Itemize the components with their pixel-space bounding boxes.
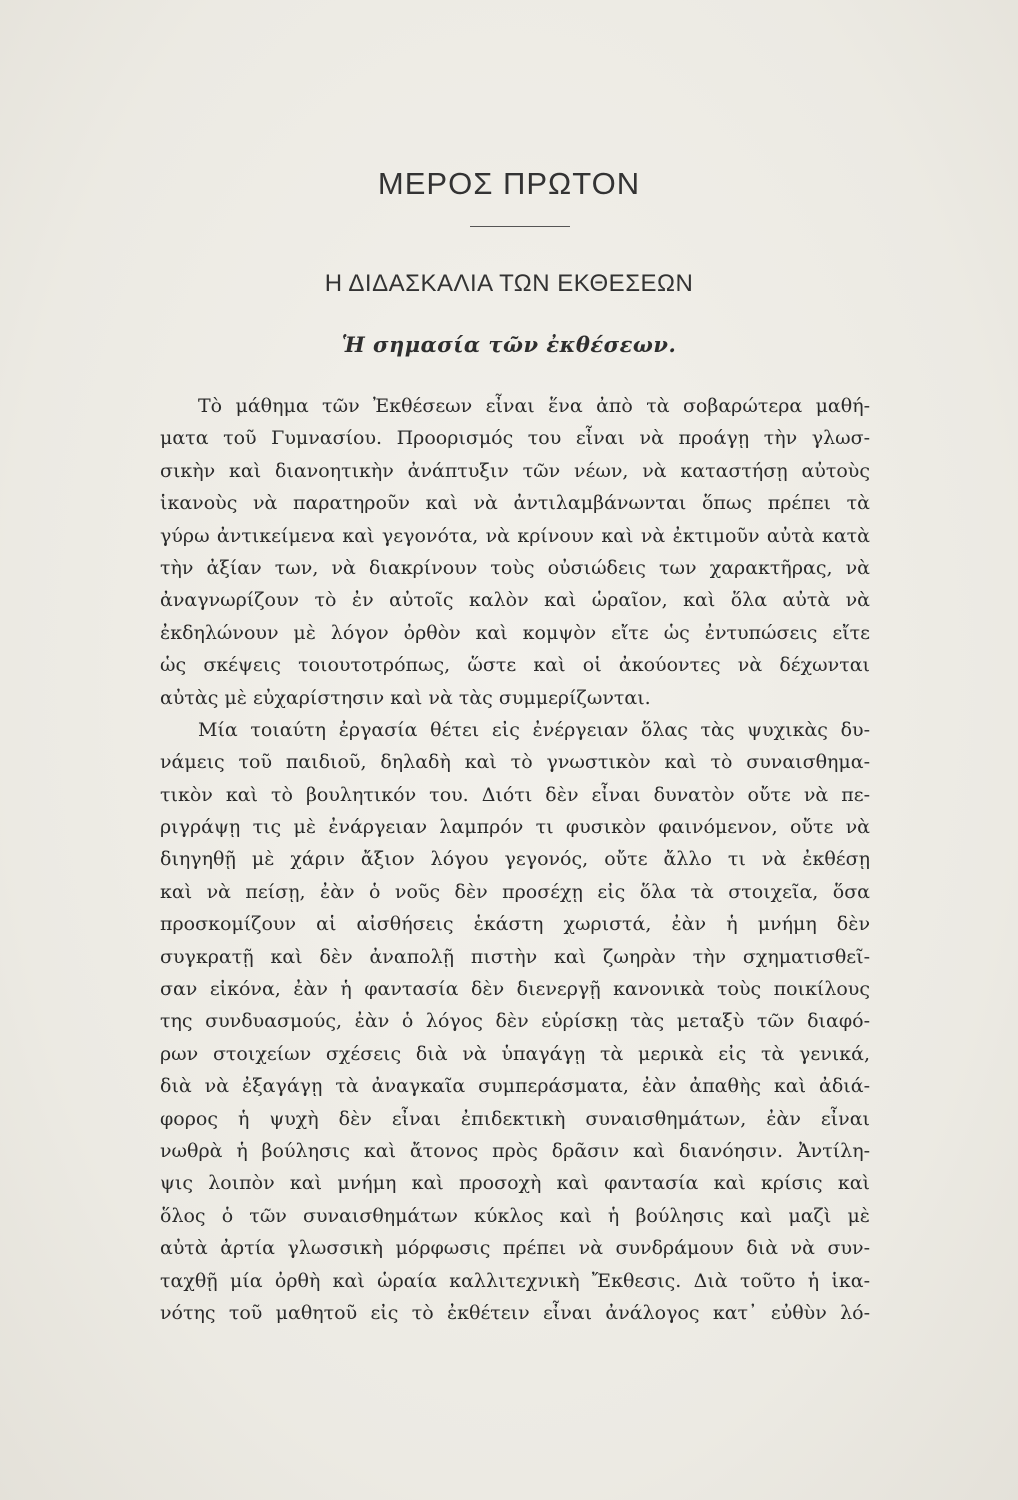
- text-line: αὐτὰ ἀρτία γλωσσικὴ μόρφωσις πρέπει νὰ συνδράμουν διὰ νὰ συν-: [160, 1237, 870, 1260]
- title-rule: [470, 226, 570, 227]
- text-line: αὐτὰς μὲ εὐχαρίστησιν καὶ νὰ τὰς συμμερίζωνται.: [160, 686, 651, 709]
- text-line: ἐκδηλώνουν μὲ λόγον ὀρθὸν καὶ κομψὸν εἴτε ὡς ἐντυπώσεις εἴτε: [160, 621, 870, 644]
- body-text: [160, 390, 870, 1329]
- text-line: ἱκανοὺς νὰ παρατηροῦν καὶ νὰ ἀντιλαμβάνωνται ὅπως πρέπει τὰ: [160, 492, 870, 515]
- text-line: σικὴν καὶ διανοητικὴν ἀνάπτυξιν τῶν νέων, νὰ καταστήσῃ αὐτοὺς: [160, 459, 870, 482]
- text-line: ἀναγνωρίζουν τὸ ἐν αὐτοῖς καλὸν καὶ ὡραῖον, καὶ ὅλα αὐτὰ νὰ: [160, 589, 870, 612]
- text-line: ρων στοιχείων σχέσεις διὰ νὰ ὑπαγάγῃ τὰ μερικὰ εἰς τὰ γενικά,: [160, 1042, 870, 1065]
- text-line: Τὸ μάθημα τῶν Ἐκθέσεων εἶναι ἕνα ἀπὸ τὰ σοβαρώτερα μαθή-: [198, 395, 870, 417]
- text-line: νάμεις τοῦ παιδιοῦ, δηλαδὴ καὶ τὸ γνωστικὸν καὶ τὸ συναισθημα-: [160, 751, 870, 774]
- text-line: νωθρὰ ἡ βούλησις καὶ ἄτονος πρὸς δρᾶσιν καὶ διανόησιν. Ἀντίλη-: [160, 1139, 870, 1162]
- text-line: ριγράψῃ τις μὲ ἐνάργειαν λαμπρόν τι φυσικὸν φαινόμενον, οὔτε νὰ: [160, 816, 870, 839]
- text-line: γύρω ἀντικείμενα καὶ γεγονότα, νὰ κρίνουν καὶ νὰ ἐκτιμοῦν αὐτὰ κατὰ: [160, 524, 870, 547]
- text-line: νότης τοῦ μαθητοῦ εἰς τὸ ἐκθέτειν εἶναι ἀνάλογος κατ᾽ εὐθὺν λό-: [160, 1301, 870, 1324]
- text-line: Μία τοιαύτη ἐργασία θέτει εἰς ἐνέργειαν ὅλας τὰς ψυχικὰς δυ-: [198, 718, 870, 741]
- part-title: ΜΕΡΟΣ ΠΡΩΤΟΝ: [377, 166, 641, 201]
- text-line: διηγηθῇ μὲ χάριν ἄξιον λόγου γεγονός, οὔτε ἄλλο τι νὰ ἐκθέσῃ: [160, 848, 870, 871]
- text-line: φορος ἡ ψυχὴ δὲν εἶναι ἐπιδεκτικὴ συναισθημάτων, ἐὰν εἶναι: [160, 1107, 870, 1130]
- text-line: ταχθῇ μία ὀρθὴ καὶ ὡραία καλλιτεχνικὴ Ἔκθεσις. Διὰ τοῦτο ἡ ἱκα-: [160, 1269, 870, 1292]
- text-line: διὰ νὰ ἐξαγάγῃ τὰ ἀναγκαῖα συμπεράσματα, ἐὰν ἀπαθὴς καὶ ἀδιά-: [160, 1075, 870, 1098]
- text-line: τικὸν καὶ τὸ βουλητικόν του. Διότι δὲν εἶναι δυνατὸν οὔτε νὰ πε-: [160, 783, 870, 806]
- text-line: ὡς σκέψεις τοιουτοτρόπως, ὥστε καὶ οἱ ἀκούοντες νὰ δέχωνται: [160, 654, 870, 677]
- text-line: καὶ νὰ πείσῃ, ἐὰν ὁ νοῦς δὲν προσέχῃ εἰς ὅλα τὰ στοιχεῖα, ὅσα: [160, 880, 870, 903]
- text-line: ματα τοῦ Γυμνασίου. Προορισμός του εἶναι νὰ προάγῃ τὴν γλωσ-: [160, 427, 870, 450]
- text-line: ὅλος ὁ τῶν συναισθημάτων κύκλος καὶ ἡ βούλησις καὶ μαζὶ μὲ: [160, 1204, 870, 1227]
- text-line: τὴν ἀξίαν των, νὰ διακρίνουν τοὺς οὐσιώδεις των χαρακτῆρας, νὰ: [160, 556, 870, 579]
- text-line: συγκρατῇ καὶ δὲν ἀναπολῇ πιστὴν καὶ ζωηρὰν τὴν σχηματισθεῖ-: [160, 945, 870, 968]
- text-line: προσκομίζουν αἱ αἰσθήσεις ἑκάστη χωριστά, ἐὰν ἡ μνήμη δὲν: [160, 913, 870, 936]
- text-line: σαν εἰκόνα, ἐὰν ἡ φαντασία δὲν διενεργῇ κανονικὰ τοὺς ποικίλους: [160, 978, 870, 1001]
- text-line: της συνδυασμούς, ἐὰν ὁ λόγος δὲν εὑρίσκῃ τὰς μεταξὺ τῶν διαφό-: [160, 1010, 870, 1033]
- subsection-title: Ἡ σημασία τῶν ἐκθέσεων.: [341, 332, 677, 357]
- text-line: ψις λοιπὸν καὶ μνήμη καὶ προσοχὴ καὶ φαντασία καὶ κρίσις καὶ: [160, 1172, 870, 1195]
- section-title: Η ΔΙΔΑΣΚΑΛΙΑ ΤΩΝ ΕΚΘΕΣΕΩΝ: [324, 270, 694, 297]
